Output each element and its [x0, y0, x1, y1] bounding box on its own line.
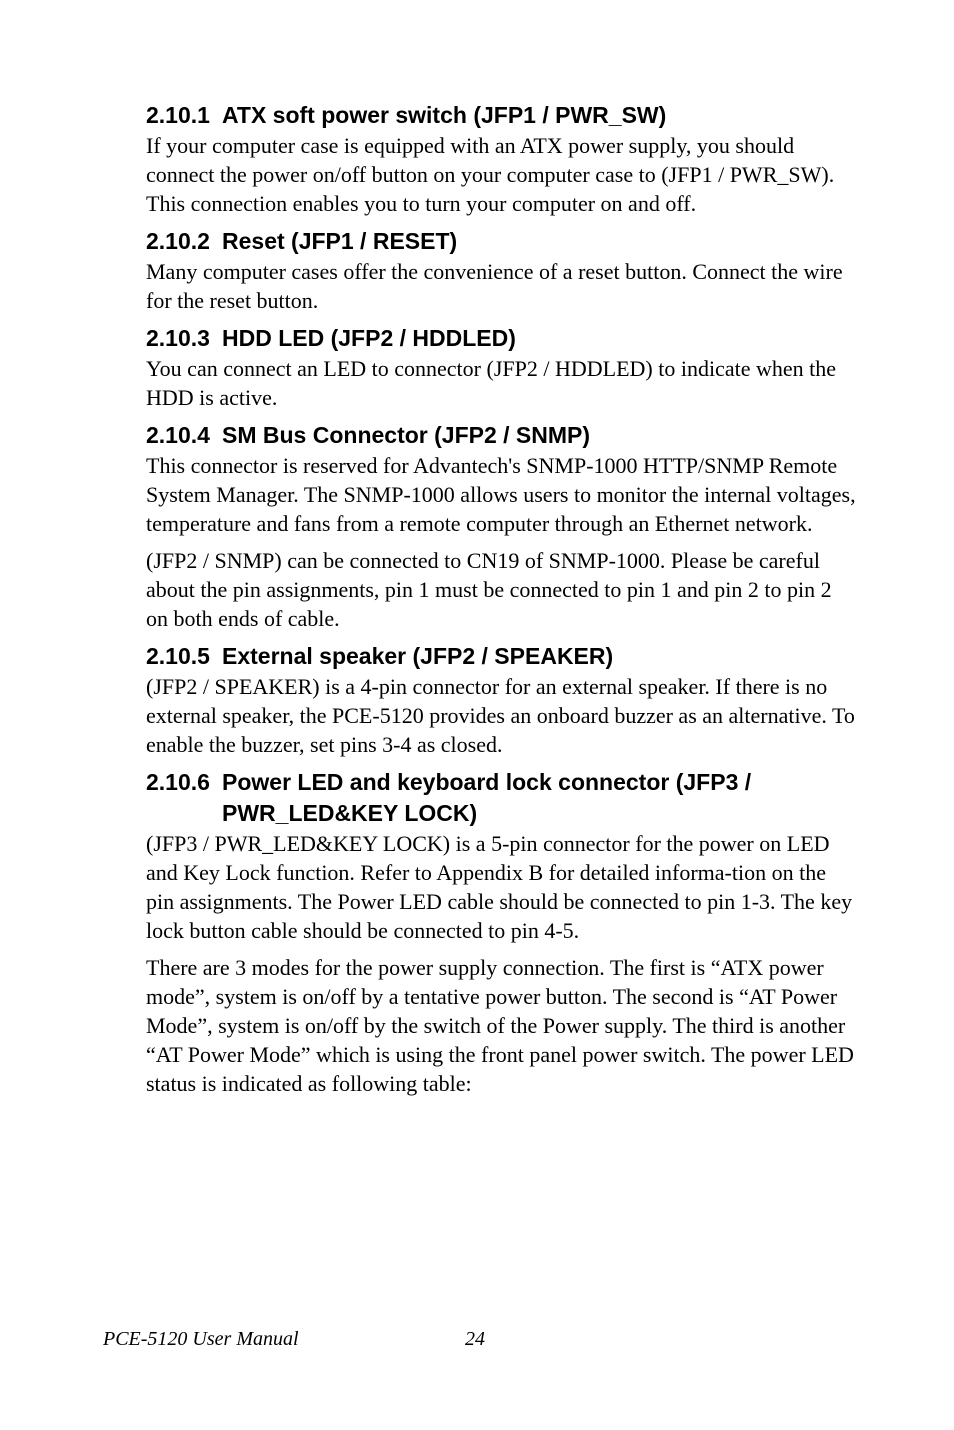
document-body: [146, 100, 856, 1106]
section-heading: [146, 323, 856, 354]
paragraph: If your computer case is equipped with an ATX power supply, you should connect the power on/off button on your computer case to (JFP1 / PWR_SW). This connection enables you to turn your computer on and off.: [146, 133, 835, 216]
section-title: SM Bus Connector (JFP2 / SNMP): [222, 422, 591, 448]
section-number: 2.10.4: [146, 422, 210, 448]
paragraph: (JFP3 / PWR_LED&KEY LOCK) is a 5-pin connector for the power on LED and Key Lock function. Refer to Appendix B for detailed informa-tion on the pin assignments. The Power LED cable should be connected to pin 1-3. The key lock button cable should be connected to pin 4-5.: [146, 831, 853, 943]
paragraph: (JFP2 / SPEAKER) is a 4-pin connector for an external speaker. If there is no external speaker, the PCE-5120 provides an onboard buzzer as an alternative. To enable the buzzer, set pins 3-4 as closed.: [146, 674, 855, 757]
section-title: ATX soft power switch (JFP1 / PWR_SW): [222, 102, 667, 128]
section-number: 2.10.6: [146, 769, 210, 795]
section-heading: [146, 100, 856, 131]
section-number: 2.10.5: [146, 643, 210, 669]
section-2-10-6: [146, 767, 856, 1098]
footer-manual-title: PCE-5120 User Manual: [103, 1328, 299, 1350]
section-2-10-3: [146, 323, 856, 412]
section-heading: [146, 420, 856, 451]
section-heading: [146, 767, 856, 829]
section-2-10-5: [146, 641, 856, 759]
section-number: 2.10.1: [146, 102, 210, 128]
paragraph: You can connect an LED to connector (JFP2 / HDDLED) to indicate when the HDD is active.: [146, 356, 836, 410]
section-title: HDD LED (JFP2 / HDDLED): [222, 325, 516, 351]
section-heading: [146, 641, 856, 672]
section-title: External speaker (JFP2 / SPEAKER): [222, 643, 614, 669]
paragraph: This connector is reserved for Advantech's SNMP-1000 HTTP/SNMP Remote System Manager. The SNMP-1000 allows users to monitor the internal voltages, temperature and fans from a remote computer through an Ethernet network.: [146, 453, 856, 536]
section-2-10-4: [146, 420, 856, 633]
section-title: Reset (JFP1 / RESET): [222, 228, 458, 254]
page-number: 24: [465, 1328, 485, 1350]
section-heading: [146, 226, 856, 257]
section-2-10-2: [146, 226, 856, 315]
paragraph: Many computer cases offer the convenience of a reset button. Connect the wire for the reset button.: [146, 259, 843, 313]
paragraph: (JFP2 / SNMP) can be connected to CN19 of SNMP-1000. Please be careful about the pin assignments, pin 1 must be connected to pin 1 and pin 2 to pin 2 on both ends of cable.: [146, 548, 832, 631]
section-2-10-1: [146, 100, 856, 218]
section-number: 2.10.2: [146, 228, 210, 254]
section-title: Power LED and keyboard lock connector (JFP3 / PWR_LED&KEY LOCK): [222, 769, 752, 826]
section-number: 2.10.3: [146, 325, 210, 351]
paragraph: There are 3 modes for the power supply connection. The first is “ATX power mode”, system is on/off by a tentative power button. The second is “AT Power Mode”, system is on/off by the switch of the Power supply. The third is another “AT Power Mode” which is using the front panel power switch. The power LED status is indicated as following table:: [146, 955, 854, 1096]
